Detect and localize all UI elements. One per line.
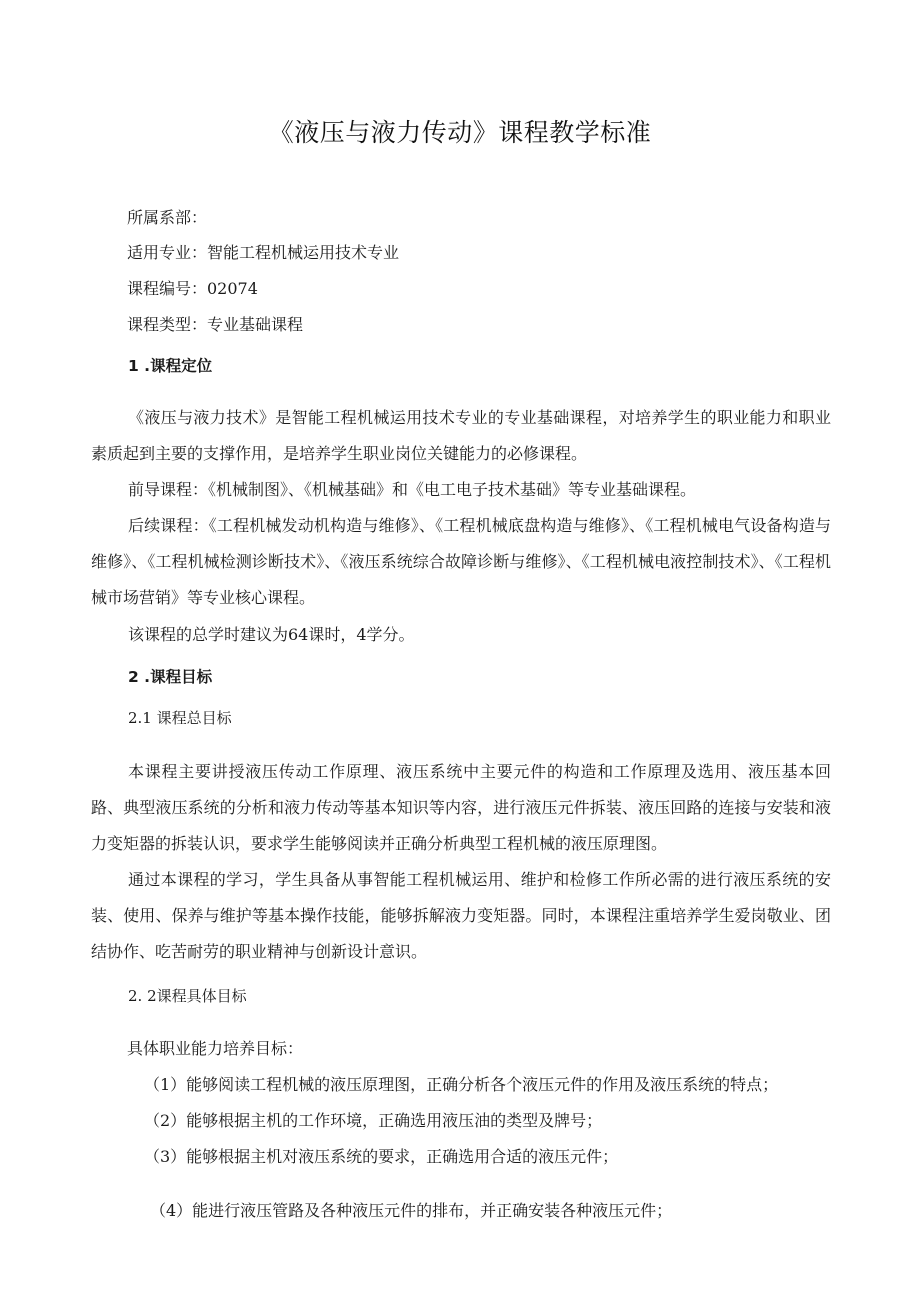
objective-item-2: （2）能够根据主机的工作环境，正确选用液压油的类型及牌号； (144, 1111, 603, 1130)
section2-1-subheading: 2.1 课程总目标 (128, 709, 232, 727)
section2-heading: 2 .课程目标 (128, 668, 213, 686)
meta-course-code: 课程编号：02074 (127, 279, 258, 298)
section1-paragraph-hours: 该课程的总学时建议为64课时，4学分。 (128, 625, 415, 644)
section1-paragraph-followup: 后续课程：《工程机械发动机构造与维修》、《工程机械底盘构造与维修》、《工程机械电气设备构造与维修》、《工程机械检测诊断技术》、《液压系统综合故障诊断与维修》、《工程机械电液控制技术》、《工程机械市场营销》等专业核心课程。 (91, 516, 831, 607)
meta-major: 适用专业：智能工程机械运用技术专业 (127, 243, 400, 262)
section1-heading: 1 .课程定位 (128, 357, 213, 375)
section2-paragraph-skills: 通过本课程的学习，学生具备从事智能工程机械运用、维护和检修工作所必需的进行液压系统的安装、使用、保养与维护等基本操作技能，能够拆解液力变矩器。同时，本课程注重培养学生爱岗敬业、团结协作、吃苦耐劳的职业精神与创新设计意识。 (91, 870, 831, 961)
section2-paragraph-overview: 本课程主要讲授液压传动工作原理、液压系统中主要元件的构造和工作原理及选用、液压基本回路、典型液压系统的分析和液力传动等基本知识等内容，进行液压元件拆装、液压回路的连接与安装和液力变矩器的拆装认识，要求学生能够阅读并正确分析典型工程机械的液压原理图。 (91, 762, 831, 853)
document-title: 《液压与液力传动》课程教学标准 (268, 118, 652, 147)
meta-course-type: 课程类型：专业基础课程 (127, 315, 304, 334)
objectives-intro: 具体职业能力培养目标： (127, 1039, 304, 1058)
objective-item-3: （3）能够根据主机对液压系统的要求，正确选用合适的液压元件； (144, 1147, 619, 1166)
section2-2-subheading: 2. 2课程具体目标 (128, 987, 247, 1005)
objective-item-1: （1）能够阅读工程机械的液压原理图，正确分析各个液压元件的作用及液压系统的特点； (144, 1075, 779, 1094)
meta-department: 所属系部： (127, 208, 208, 227)
section1-paragraph-positioning: 《液压与液力技术》是智能工程机械运用技术专业的专业基础课程，对培养学生的职业能力和职业素质起到主要的支撑作用，是培养学生职业岗位关键能力的必修课程。 (91, 408, 831, 463)
section1-paragraph-prerequisites: 前导课程：《机械制图》、《机械基础》和《电工电子技术基础》等专业基础课程。 (128, 480, 697, 499)
objective-item-4: （4）能进行液压管路及各种液压元件的排布，并正确安装各种液压元件； (150, 1201, 673, 1220)
